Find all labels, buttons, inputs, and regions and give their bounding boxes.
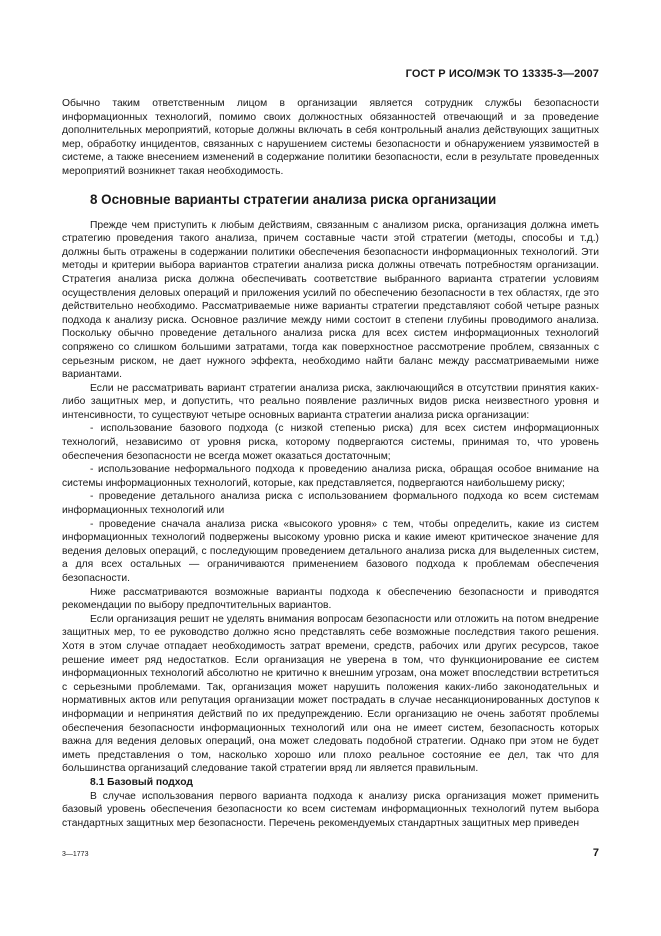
document-body: [62, 97, 599, 830]
subsection-heading: 8.1 Базовый подход: [90, 776, 193, 788]
list-item: - использование базового подхода (с низкой степенью риска) для всех систем информационных технологий, независимо от уровня риска, которому подвергаются системы, принимая то, что уровень обеспечения безопасности не всегда может оказаться достаточным;: [62, 423, 599, 462]
paragraph: Если не рассматривать вариант стратегии анализа риска, заключающийся в отсутствии принятия каких-либо защитных мер, и допустить, что реально появление различных видов риска неизвестного уровня и интенсивности, то существуют четыре основных варианта стратегии анализа риска организации:: [62, 382, 599, 421]
section-heading: 8 Основные варианты стратегии анализа риска организации: [90, 191, 497, 207]
list-item: - проведение детального анализа риска с использованием формального подхода ко всем системам информационных технологий или: [62, 491, 599, 517]
standard-header: ГОСТ Р ИСО/МЭК ТО 13335-3—2007: [405, 68, 599, 80]
list-item: - использование неформального подхода к проведению анализа риска, обращая особое внимание на системы информационных технологий, которые, как представляется, подвергаются наибольшему риску;: [62, 464, 599, 489]
paragraph: Ниже рассматриваются возможные варианты подхода к обеспечению безопасности и приводятся рекомендации по выбору предпочтительных вариантов.: [62, 586, 599, 612]
paragraph: В случае использования первого варианта подхода к анализу риска организация может применить базовый уровень обеспечения безопасности ко всем системам информационных технологий путем выбора стандартных защитных мер безопасности. Перечень рекомендуемых стандартных защитных мер приведен: [62, 790, 599, 829]
paragraph: Прежде чем приступить к любым действиям, связанным с анализом риска, организация должна иметь стратегию проведения такого анализа, причем составные части этой стратегии (методы, способы и т.д.) должны быть отражены в содержании политики обеспечения безопасности информационных технологий. Эти методы и критерии выбора вариантов стратегии анализа риска должны отвечать потребностям организации. Стратегия анализа риска должна обеспечивать соответствие выбранного варианта стратегии условиям осуществления деловых операций и приложения усилий по обеспечению безопасности в тех областях, где это действительно необходимо. Рассматриваемые ниже варианты стратегии представляют собой четыре разных подхода к анализу риска. Основное различие между ними состоит в степени глубины проводимого анализа. Поскольку обычно проведение детального анализа риска для всех систем информационных технологий сопряжено со слишком большими затратами, тогда как поверхностное рассмотрение проблем, связанных с серьезным риском, не дает нужного эффекта, необходимо найти баланс между рассматриваемыми ниже вариантами.: [62, 219, 599, 381]
page-number: 7: [592, 847, 599, 859]
print-code: 3—1773: [62, 851, 89, 858]
intro-paragraph: Обычно таким ответственным лицом в организации является сотрудник службы безопасности информационных технологий, помимо своих должностных обязанностей отвечающий и за проведение дополнительных мероприятий, которые должны включать в себя контрольный анализ действующих защитных мер, обработку инцидентов, связанных с нарушением системы безопасности и обнаружением уязвимостей в системе, а также внесением изменений в содержание политики безопасности, если в результате проведенных мероприятий возникнет такая необходимость.: [62, 98, 599, 177]
paragraph: Если организация решит не уделять внимания вопросам безопасности или отложить на потом внедрение защитных мер, то ее руководство должно ясно представлять себе возможные последствия такого решения. Хотя в этом случае отпадает необходимость затрат времени, средств, рабочих или других ресурсов, такое решение имеет ряд недостатков. Если организация не уверена в том, что функционирование ее систем информационных технологий абсолютно не критично к внешним угрозам, она может впоследствии встретиться с серьезными проблемами. Так, организация может нарушить положения каких-либо законодательных и нормативных актов или репутация организации может пострадать в случае несанкционированных доступов к информации и непринятия действий по их предупреждению. Если организацию не очень заботят проблемы обеспечения безопасности информационных технологий или она не имеет систем, безопасность которых важна для ведения деловых операций, она может следовать подобной стратегии. Однако при этом не будет иметь представления о том, насколько хорошо или плохо реальное состояние ее дел, так что для большинства организаций следование такой стратегии вряд ли является правильным.: [62, 613, 599, 775]
list-item: - проведение сначала анализа риска «высокого уровня» с тем, чтобы определить, какие из систем информационных технологий подвержены высокому уровню риска и какие имеют критическое значение для ведения деловых операций, с последующим проведением детального анализа риска для выделенных систем, а для всех остальных — ограничиваются применением базового подхода к проблемам обеспечения безопасности.: [62, 518, 599, 584]
